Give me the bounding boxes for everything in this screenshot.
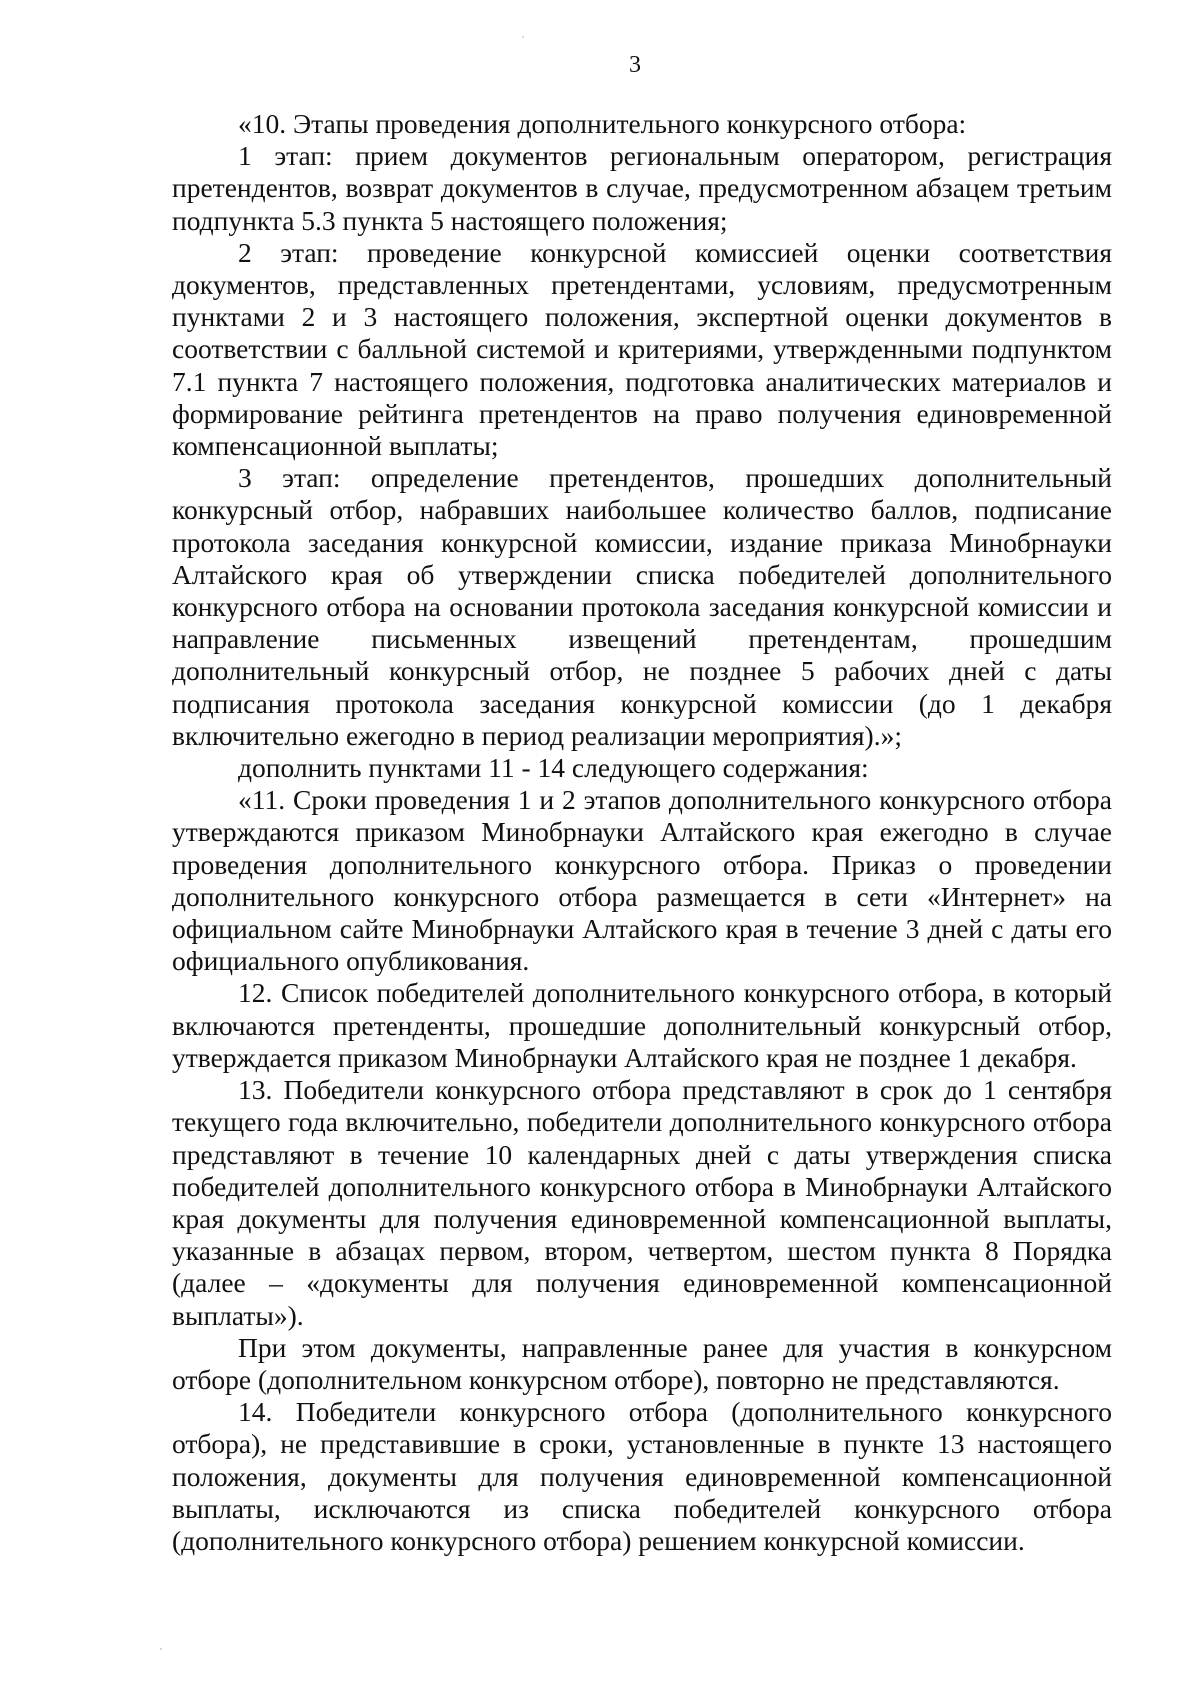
paragraph-stage-3: 3 этап: определение претендентов, прошедших дополнительный конкурсный отбор, набравших наибольшее количество баллов, подписание протокола заседания конкурсной комиссии, издание приказа Минобрнауки Алтайского края об утверждении списка победителей дополнительного конкурсного отбора на основании протокола заседания конкурсной комиссии и направление письменных извещений претендентам, прошедшим дополнительный конкурсный отбор, не позднее 5 рабочих дней с даты подписания протокола заседания конкурсной комиссии (до 1 декабря включительно ежегодно в период реализации мероприятия).»; xyxy=(172,462,1112,751)
scan-speck xyxy=(160,1648,162,1650)
paragraph-stage-1: 1 этап: прием документов региональным оператором, регистрация претендентов, возврат документов в случае, предусмотренном абзацем третьим подпункта 5.3 пункта 5 настоящего положения; xyxy=(172,140,1112,236)
paragraph-14: 14. Победители конкурсного отбора (дополнительного конкурсного отбора), не представившие в сроки, установленные в пункте 13 настоящего положения, документы для получения единовременной компенсационной выплаты, исключаются из списка победителей конкурсного отбора (дополнительного конкурсного отбора) решением конкурсной комиссии. xyxy=(172,1396,1112,1556)
scan-speck xyxy=(522,36,524,38)
paragraph-10-intro: «10. Этапы проведения дополнительного конкурсного отбора: xyxy=(238,108,967,139)
paragraph-13-note: При этом документы, направленные ранее для участия в конкурсном отборе (дополнительном конкурсном отборе), повторно не представляются. xyxy=(172,1331,1112,1395)
paragraph-12: 12. Список победителей дополнительного конкурсного отбора, в который включаются претенденты, прошедшие дополнительный конкурсный отбор, утверждается приказом Минобрнауки Алтайского края не позднее 1 декабря. xyxy=(172,977,1112,1073)
paragraph-amendment-intro: дополнить пунктами 11 - 14 следующего содержания: xyxy=(238,752,869,784)
paragraph-11: «11. Сроки проведения 1 и 2 этапов дополнительного конкурсного отбора утверждаются приказом Минобрнауки Алтайского края ежегодно в случае проведения дополнительного конкурсного отбора. Приказ о проведении дополнительного конкурсного отбора размещается в сети «Интернет» на официальном сайте Минобрнауки Алтайского края в течение 3 дней с даты его официального опубликования. xyxy=(172,784,1112,977)
paragraph-stage-2: 2 этап: проведение конкурсной комиссией оценки соответствия документов, представленных претендентами, условиям, предусмотренным пунктами 2 и 3 настоящего положения, экспертной оценки документов в соответствии с балльной системой и критериями, утвержденными подпунктом 7.1 пункта 7 настоящего положения, подготовка аналитических материалов и формирование рейтинга претендентов на право получения единовременной компенсационной выплаты; xyxy=(172,236,1112,462)
document-body xyxy=(172,108,1112,1557)
page-number: 3 xyxy=(629,52,641,78)
paragraph-13: 13. Победители конкурсного отбора представляют в срок до 1 сентября текущего года включительно, победители дополнительного конкурсного отбора представляют в течение 10 календарных дней с даты утверждения списка победителей дополнительного конкурсного отбора в Минобрнауки Алтайского края документы для получения единовременной компенсационной выплаты, указанные в абзацах первом, втором, четвертом, шестом пункта 8 Порядка (далее – «документы для получения единовременной компенсационной выплаты»). xyxy=(172,1074,1112,1331)
